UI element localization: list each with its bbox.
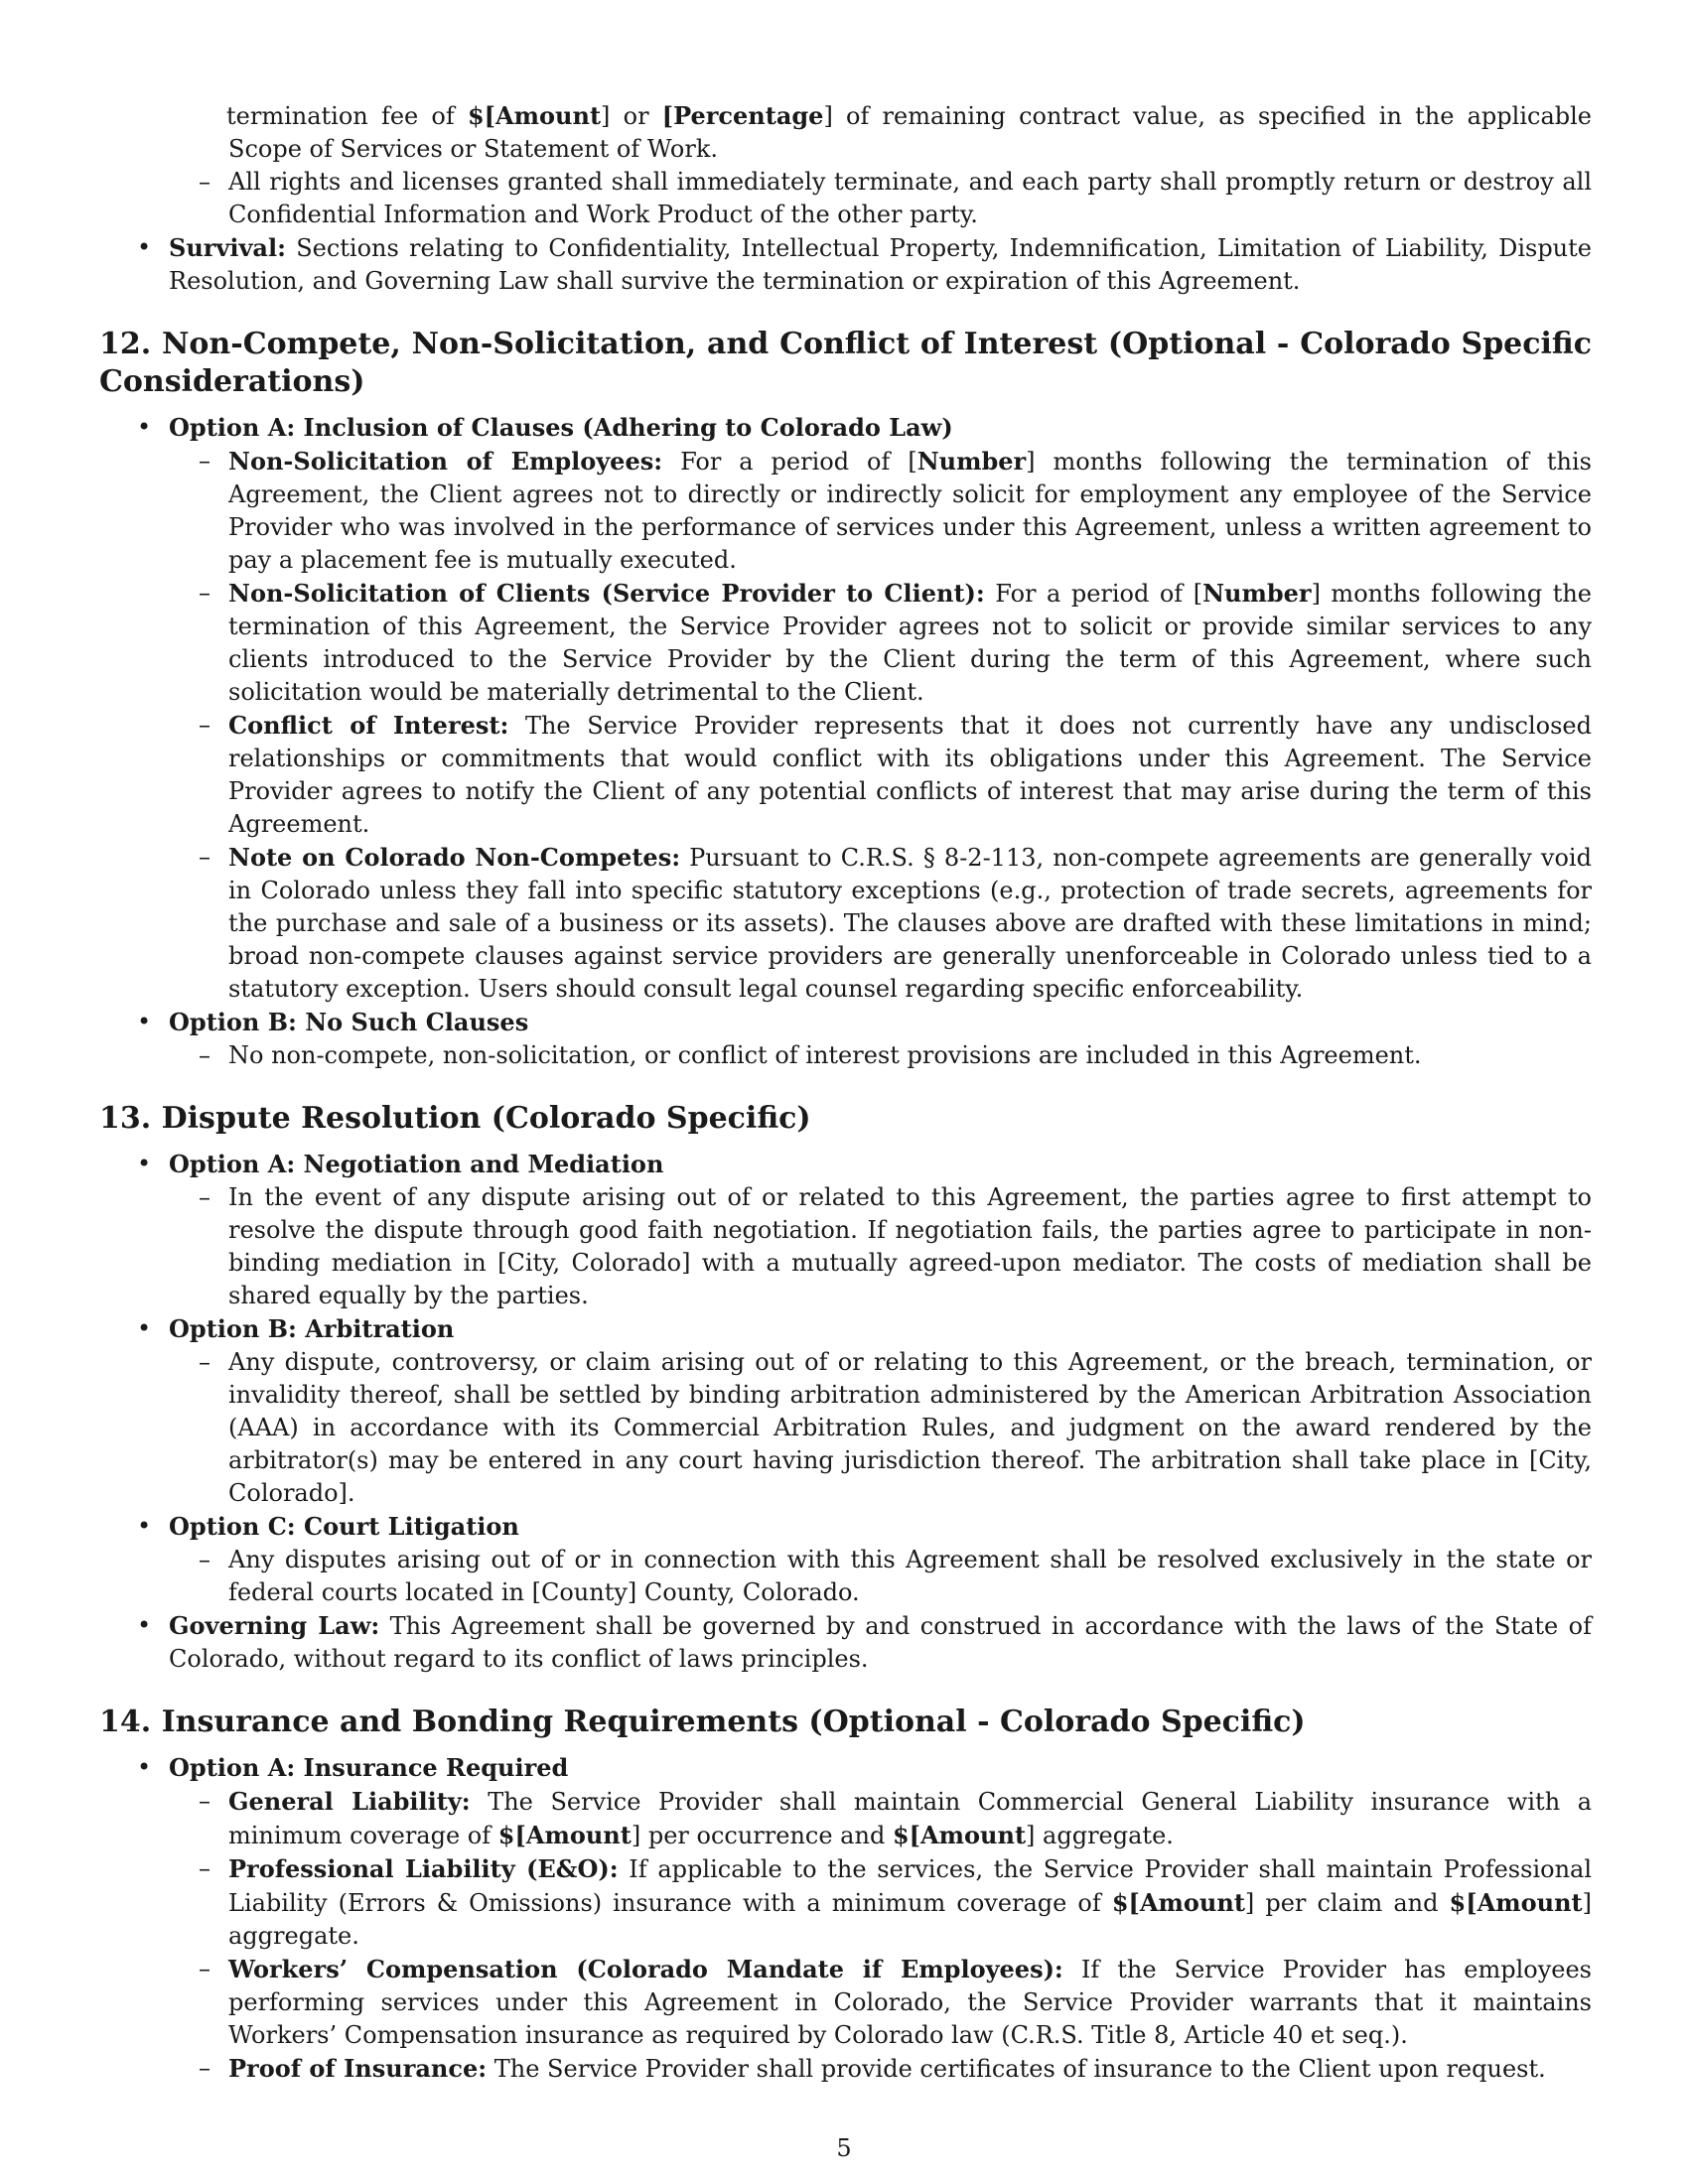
survival-text: Sections relating to Confidentiality, Intellectual Property, Indemnification, Limitation of Liability, Dispute Resolution, and Governing Law shall survive the termination or expiration of this Agreement. <box>169 234 1592 295</box>
option-label: Option A: Insurance Required <box>169 1753 569 1782</box>
list-item-colorado-noncompetes <box>99 841 1592 1006</box>
item-label: Note on Colorado Non-Competes: <box>228 843 681 872</box>
list-item-litigation <box>99 1544 1592 1609</box>
text-run: For a period of <box>680 448 909 476</box>
option-b-no-clauses <box>99 1006 1592 1039</box>
option-label: Option C: Court Litigation <box>169 1512 519 1541</box>
text-run: termination fee of <box>226 102 468 130</box>
list-item-text: Any dispute, controversy, or claim arising out of or relating to this Agreement, or the breach, termination, or invalidity thereof, shall be settled by binding arbitration administered by the American Arbitration Association (AAA) in accordance with its Commercial Arbitration Rules, and judgment on the award rendered by the arbitrator(s) may be entered in any court having jurisdiction thereof. The arbitration shall take place in [City, Colorado]. <box>228 1348 1592 1507</box>
list-item-rights-terminate <box>99 166 1592 231</box>
text-run: of remaining contract value, as specified in the applicable Scope of Services or Statement of Work. <box>228 102 1593 163</box>
list-item-governing-law <box>99 1609 1592 1676</box>
text-run: The Service Provider represents that it does not currently have any undisclosed relationships or commitments that would conflict with its obligations under this Agreement. The Service Provider agrees to notify the Client of any potential conflicts of interest that may arise during the term of this Agreement. <box>228 712 1592 838</box>
list-item-no-provisions <box>99 1039 1592 1072</box>
text-run: per occurrence and <box>640 1822 893 1849</box>
text-run: or <box>610 102 662 130</box>
section-13-heading: 13. Dispute Resolution (Colorado Specific) <box>99 1101 811 1136</box>
list-item-general-liability: – General Liability: The Service Provider shall maintain Commercial General Liability insurance with a minimum coverage of $[Amount] per occurrence and $[Amount] aggregate. <box>99 1785 1592 1852</box>
item-text: The Service Provider shall provide certificates of insurance to the Client upon request. <box>493 2055 1546 2083</box>
placeholder-open: [ <box>661 101 674 130</box>
text-run: The Service Provider shall maintain Commercial General Liability insurance with a minimum coverage of <box>228 1788 1593 1849</box>
list-item-conflict-of-interest <box>99 709 1592 841</box>
list-item-proof-of-insurance <box>99 2052 1592 2086</box>
option-a-clauses <box>99 411 1592 445</box>
list-item-workers-compensation <box>99 1953 1592 2052</box>
placeholder-amount: Amount <box>495 101 602 130</box>
text-run: Pursuant to C.R.S. § 8-2-113, non-compete agreements are generally void in Colorado unless they fall into specific statutory exceptions (e.g., protection of trade secrets, agreements for the purchase and sale of a business or its assets). The clauses above are drafted with these limitations in mind; broad non-compete clauses against service providers are generally unenforceable in Colorado unless tied to a statutory exception. Users should consult legal counsel regarding specific enforceability. <box>228 844 1592 1003</box>
placeholder-amount: Amount <box>525 1821 632 1849</box>
item-label: Workers’ Compensation (Colorado Mandate if Employees): <box>228 1955 1063 1983</box>
placeholder-close: ] <box>823 102 833 130</box>
option-label: Option A: Inclusion of Clauses (Adhering to Colorado Law) <box>169 413 953 442</box>
survival-label: Survival: <box>169 233 286 262</box>
placeholder-dollar-open: $[ <box>467 101 496 130</box>
item-label: Non-Solicitation of Employees: <box>228 447 663 476</box>
option-label: Option B: Arbitration <box>169 1314 455 1343</box>
placeholder-number: Number <box>1202 579 1312 608</box>
option-a-insurance <box>99 1751 1592 1785</box>
placeholder-amount: Amount <box>920 1821 1027 1849</box>
placeholder-number: Number <box>916 447 1027 476</box>
text-run: aggregate. <box>1035 1822 1174 1849</box>
list-item-nonsolicit-clients: – Non-Solicitation of Clients (Service Provider to Client): For a period of [Number] months following the termination of this Agreement, the Service Provider agrees not to solicit or provide similar services to any clients introduced to the Service Provider by the Client during the term of this Agreement, where such solicitation would be materially detrimental to the Client. <box>99 577 1592 709</box>
text-run: If applicable to the services, the Service Provider shall maintain Professional Liability (Errors & Omissions) insurance with a minimum coverage of <box>228 1855 1593 1917</box>
section-12-heading: 12. Non-Compete, Non-Solicitation, and Conflict of Interest (Optional - Colorado Specific Considerations) <box>99 327 1592 399</box>
list-item-text: No non-compete, non-solicitation, or conflict of interest provisions are included in this Agreement. <box>228 1041 1422 1069</box>
governing-law-text: This Agreement shall be governed by and construed in accordance with the laws of the State of Colorado, without regard to its conflict of laws principles. <box>169 1612 1592 1673</box>
placeholder-amount: Amount <box>1139 1888 1245 1917</box>
list-item-survival <box>99 231 1592 298</box>
item-label: Professional Liability (E&O): <box>228 1854 619 1883</box>
placeholder-amount: Amount <box>1477 1888 1583 1917</box>
list-item-text: In the event of any dispute arising out of or related to this Agreement, the parties agree to first attempt to resolve the dispute through good faith negotiation. If negotiation fails, the parties agree to participate in non-binding mediation in [City, Colorado] with a mutually agreed-upon mediator. The costs of mediation shall be shared equally by the parties. <box>228 1183 1592 1309</box>
placeholder-close: ] <box>601 102 611 130</box>
option-a-negotiation <box>99 1148 1592 1181</box>
text-run: months following the termination of this Agreement, the Client agrees not to directly or indirectly solicit for employment any employee of the Service Provider who was involved in the performance of services under this Agreement, unless a written agreement to pay a placement fee is mutually executed. <box>228 448 1592 574</box>
option-c-litigation <box>99 1510 1592 1544</box>
text-run: months following the termination of this Agreement, the Service Provider agrees not to solicit or provide similar services to any clients introduced to the Service Provider by the Client during the term of this Agreement, where such solicitation would be materially detrimental to the Client. <box>228 580 1592 706</box>
list-item-nonsolicit-employees: – Non-Solicitation of Employees: For a period of [Number] months following the termination of this Agreement, the Client agrees not to directly or indirectly solicit for employment any employee of the Service Provider who was involved in the performance of services under this Agreement, unless a written agreement to pay a placement fee is mutually executed. <box>99 445 1592 577</box>
text-run: For a period of <box>995 580 1194 608</box>
option-label: Option B: No Such Clauses <box>169 1008 529 1036</box>
item-label: General Liability: <box>228 1787 471 1816</box>
page-content <box>99 99 1592 2086</box>
text-run: per claim and <box>1254 1889 1450 1917</box>
list-item-negotiation <box>99 1181 1592 1312</box>
item-label: Proof of Insurance: <box>228 2054 488 2083</box>
option-label: Option A: Negotiation and Mediation <box>169 1150 664 1178</box>
termination-fee-continuation <box>99 99 1592 166</box>
option-b-arbitration <box>99 1312 1592 1346</box>
item-label: Conflict of Interest: <box>228 711 509 740</box>
list-item-professional-liability: – Professional Liability (E&O): If applicable to the services, the Service Provider shall maintain Professional Liability (Errors & Omissions) insurance with a minimum coverage of $[Amount] per claim and $[Amount] aggregate. <box>99 1852 1592 1953</box>
page-number: 5 <box>836 2134 852 2162</box>
list-item-text: All rights and licenses granted shall immediately terminate, and each party shall promptly return or destroy all Confidential Information and Work Product of the other party. <box>228 168 1592 228</box>
item-label: Non-Solicitation of Clients (Service Provider to Client): <box>228 579 985 608</box>
governing-law-label: Governing Law: <box>169 1611 380 1640</box>
item-text: If the Service Provider has employees performing services under this Agreement in Colorado, the Service Provider warrants that it maintains Workers’ Compensation insurance as required by Colorado law (C.R.S. Title 8, Article 40 et seq.). <box>228 1956 1592 2049</box>
placeholder-percentage: Percentage <box>673 101 824 130</box>
section-14-heading: 14. Insurance and Bonding Requirements (Optional - Colorado Specific) <box>99 1705 1306 1739</box>
text-run: aggregate. <box>228 1922 359 1950</box>
list-item-text: Any disputes arising out of or in connection with this Agreement shall be resolved exclusively in the state or federal courts located in [County] County, Colorado. <box>228 1546 1592 1606</box>
list-item-arbitration <box>99 1346 1592 1510</box>
